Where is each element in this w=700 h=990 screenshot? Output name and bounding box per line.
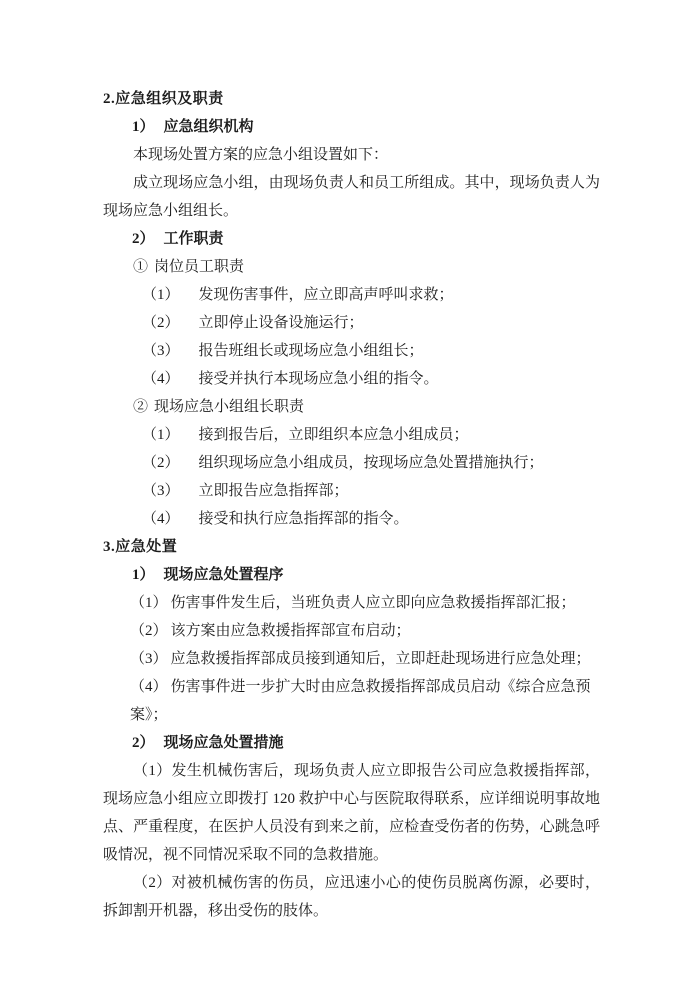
item-text: 伤害事件发生后，当班负责人应立即向应急救援指挥部汇报；: [170, 595, 576, 611]
item-number: （3）: [142, 343, 180, 359]
clause-text: 岗位员工职责: [154, 259, 245, 275]
subsection-number: 2）: [132, 231, 155, 247]
circled-number-icon: ②: [133, 399, 149, 415]
list-item: [103, 645, 600, 673]
item-text: 立即停止设备设施运行；: [198, 315, 364, 331]
list-item: [103, 673, 600, 729]
list-item: [103, 505, 600, 533]
paragraph: （1）发生机械伤害后，现场负责人应立即报告公司应急救援指挥部，现场应急小组应立即拨打 120 救护中心与医院取得联系，应详细说明事故地点、严重程度，在医护人员没有到来之前，应检查受伤者的伤势，心跳急呼吸情况，视不同情况采取不同的急救措施。: [103, 763, 600, 863]
list-item: [103, 421, 600, 449]
list-item: [103, 309, 600, 337]
paragraph: 成立现场应急小组，由现场负责人和员工所组成。其中，现场负责人为现场应急小组组长。: [103, 175, 600, 219]
item-text: 接受和执行应急指挥部的指令。: [198, 511, 409, 527]
list-item: [103, 617, 600, 645]
subsection-number: 1）: [132, 567, 155, 583]
item-text: 发现伤害事件，应立即高声呼叫求救；: [198, 287, 454, 303]
clause-text: 现场应急小组组长职责: [154, 399, 305, 415]
item-number: （1）: [130, 595, 168, 611]
item-text: 该方案由应急救援指挥部宣布启动；: [170, 623, 411, 639]
item-text: 接受并执行本现场应急小组的指令。: [198, 371, 439, 387]
item-text: 立即报告应急指挥部；: [198, 483, 349, 499]
paragraph: （2）对被机械伤害的伤员，应迅速小心的使伤员脱离伤源，必要时，拆卸割开机器，移出受伤的肢体。: [103, 875, 600, 919]
subsection-heading: [103, 561, 600, 589]
list-item: [103, 365, 600, 393]
circled-number-icon: ①: [133, 259, 149, 275]
subsection-heading: [103, 113, 600, 141]
subsection-heading: [103, 225, 600, 253]
subsection-number: 1）: [132, 119, 155, 135]
list-item: [103, 477, 600, 505]
subsection-number: 2）: [132, 735, 155, 751]
item-number: （1）: [142, 427, 180, 443]
subsection-title: 现场应急处置措施: [163, 735, 284, 751]
item-number: （3）: [142, 483, 180, 499]
list-item: [103, 337, 600, 365]
item-text: 组织现场应急小组成员，按现场应急处置措施执行；: [198, 455, 544, 471]
numbered-clause: [103, 393, 600, 421]
item-number: （4）: [130, 679, 168, 695]
item-number: （2）: [142, 315, 180, 331]
subsection-heading: [103, 729, 600, 757]
item-number: （2）: [142, 455, 180, 471]
item-text: 应急救援指挥部成员接到通知后，立即赶赴现场进行应急处理；: [170, 651, 591, 667]
section-heading: 2.应急组织及职责: [103, 91, 224, 107]
item-text: 伤害事件进一步扩大时由应急救援指挥部成员启动《综合应急预案》；: [130, 679, 591, 723]
subsection-title: 现场应急处置程序: [163, 567, 284, 583]
subsection-title: 应急组织机构: [163, 119, 254, 135]
item-number: （4）: [142, 371, 180, 387]
item-number: （2）: [130, 623, 168, 639]
item-number: （1）: [142, 287, 180, 303]
item-text: 报告班组长或现场应急小组组长；: [198, 343, 424, 359]
list-item: [103, 281, 600, 309]
item-number: （3）: [130, 651, 168, 667]
list-item: [103, 589, 600, 617]
paragraph: 本现场处置方案的应急小组设置如下：: [133, 147, 389, 163]
item-number: （4）: [142, 511, 180, 527]
numbered-clause: [103, 253, 600, 281]
section-heading: 3.应急处置: [103, 539, 178, 555]
item-text: 接到报告后，立即组织本应急小组成员；: [198, 427, 469, 443]
list-item: [103, 449, 600, 477]
subsection-title: 工作职责: [163, 231, 224, 247]
